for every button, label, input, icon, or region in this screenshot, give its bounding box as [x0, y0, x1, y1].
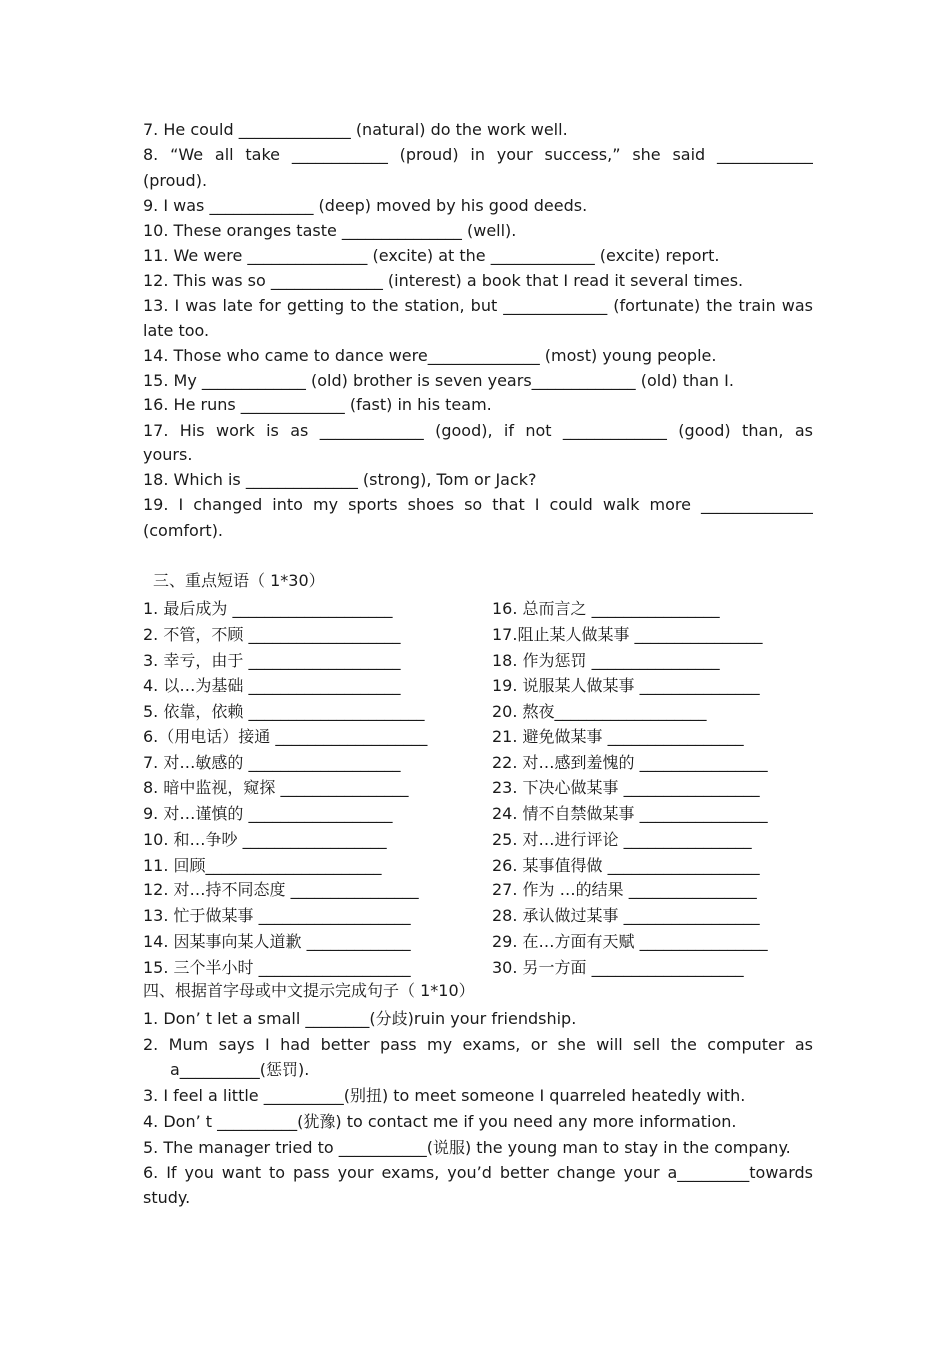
phrase-item: 13. 忙于做某事 ___________________: [143, 906, 411, 925]
phrase-item: 8. 暗中监视，窥探 ________________: [143, 778, 409, 797]
phrase-item: 29. 在…方面有天赋 ________________: [492, 932, 768, 951]
phrase-item: 24. 情不自禁做某事 ________________: [492, 804, 768, 823]
phrase-item: 14. 因某事向某人道歉 _____________: [143, 932, 411, 951]
sentence-line: a__________(惩罚).: [170, 1060, 310, 1079]
sentence-line: 2. Mum says I had better pass my exams, or she will sell the computer as: [143, 1035, 813, 1054]
phrase-item: 18. 作为惩罚 ________________: [492, 651, 720, 670]
sentence-line: 6. If you want to pass your exams, you’d better change your a_________towards: [143, 1163, 813, 1182]
phrase-item: 2. 不管，不顾 ___________________: [143, 625, 401, 644]
phrase-item: 5. 依靠，依赖 ______________________: [143, 702, 425, 721]
exercise-line: 19. I changed into my sports shoes so that I could walk more ______________: [143, 495, 813, 514]
exercise-line: 14. Those who came to dance were______________ (most) young people.: [143, 346, 717, 365]
phrase-item: 11. 回顾______________________: [143, 856, 382, 875]
exercise-line: (comfort).: [143, 521, 224, 540]
exercise-line: 8. “We all take ____________ (proud) in your success,” she said ____________: [143, 145, 813, 164]
exercise-line: 12. This was so ______________ (interest) a book that I read it several times.: [143, 271, 744, 290]
exercise-line: late too.: [143, 321, 210, 340]
phrase-item: 9. 对…谨慎的 __________________: [143, 804, 393, 823]
phrase-item: 28. 承认做过某事 _________________: [492, 906, 760, 925]
sentence-line: study.: [143, 1188, 191, 1207]
phrase-item: 17.阻止某人做某事 ________________: [492, 625, 763, 644]
exercise-line: 16. He runs _____________ (fast) in his team.: [143, 395, 492, 414]
phrase-item: 4. 以…为基础 ___________________: [143, 676, 401, 695]
phrase-item: 10. 和…争吵 __________________: [143, 830, 387, 849]
phrase-item: 19. 说服某人做某事 _______________: [492, 676, 760, 695]
exercise-line: 7. He could ______________ (natural) do the work well.: [143, 120, 568, 139]
exercise-line: 17. His work is as _____________ (good), if not _____________ (good) than, as: [143, 421, 813, 440]
phrase-item: 23. 下决心做某事 _________________: [492, 778, 760, 797]
section-heading: 三、重点短语（ 1*30）: [153, 571, 325, 590]
exercise-line: 15. My _____________ (old) brother is seven years_____________ (old) than I.: [143, 371, 734, 390]
exercise-line: (proud).: [143, 171, 208, 190]
sentence-line: 5. The manager tried to ___________(说服) the young man to stay in the company.: [143, 1138, 791, 1157]
exercise-line: 9. I was _____________ (deep) moved by his good deeds.: [143, 196, 588, 215]
phrase-item: 20. 熬夜___________________: [492, 702, 707, 721]
phrase-item: 27. 作为 …的结果 ________________: [492, 880, 757, 899]
phrase-item: 16. 总而言之 ________________: [492, 599, 720, 618]
section-heading: 四、根据首字母或中文提示完成句子（ 1*10）: [143, 981, 475, 1000]
phrase-item: 7. 对…敏感的 ___________________: [143, 753, 401, 772]
phrase-item: 12. 对…持不同态度 ________________: [143, 880, 419, 899]
exercise-line: 18. Which is ______________ (strong), Tom or Jack?: [143, 470, 537, 489]
sentence-line: 4. Don’ t __________(犹豫) to contact me if you need any more information.: [143, 1112, 737, 1131]
phrase-item: 15. 三个半小时 ___________________: [143, 958, 411, 977]
phrase-item: 22. 对…感到羞愧的 ________________: [492, 753, 768, 772]
phrase-item: 6.（用电话）接通 ___________________: [143, 727, 428, 746]
phrase-item: 21. 避免做某事 _________________: [492, 727, 744, 746]
exercise-line: 13. I was late for getting to the station, but _____________ (fortunate) the train was: [143, 296, 813, 315]
exercise-line: 11. We were _______________ (excite) at the _____________ (excite) report.: [143, 246, 720, 265]
phrase-item: 25. 对…进行评论 ________________: [492, 830, 752, 849]
phrase-item: 3. 幸亏，由于 ___________________: [143, 651, 401, 670]
exercise-line: yours.: [143, 445, 193, 464]
phrase-item: 1. 最后成为 ____________________: [143, 599, 393, 618]
phrase-item: 30. 另一方面 ___________________: [492, 958, 744, 977]
sentence-line: 1. Don’ t let a small ________(分歧)ruin your friendship.: [143, 1009, 577, 1028]
sentence-line: 3. I feel a little __________(别扭) to meet someone I quarreled heatedly with.: [143, 1086, 746, 1105]
phrase-item: 26. 某事值得做 ___________________: [492, 856, 760, 875]
exercise-line: 10. These oranges taste _______________ (well).: [143, 221, 517, 240]
